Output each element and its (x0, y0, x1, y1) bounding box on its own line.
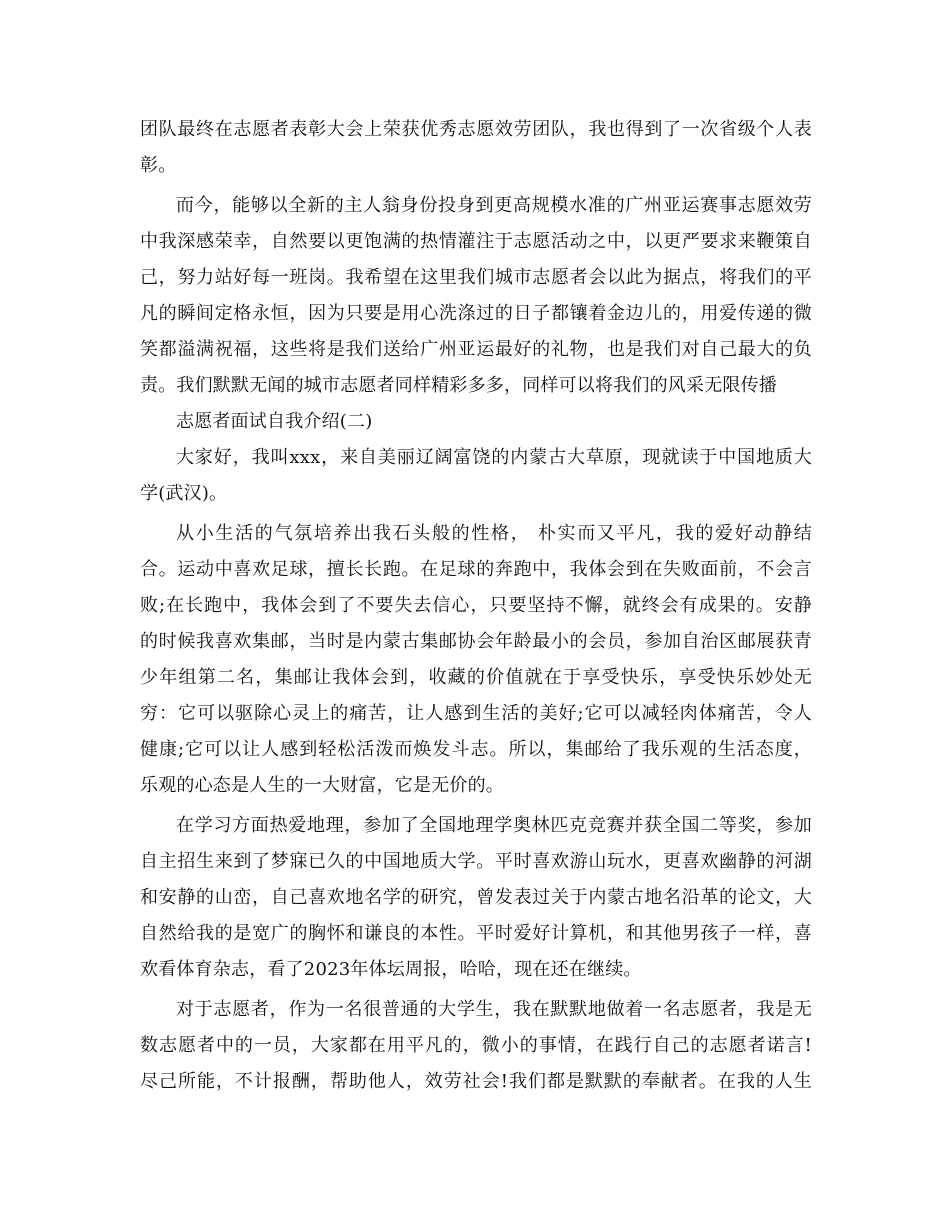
section-heading: 志愿者面试自我介绍(二) (176, 411, 373, 432)
paragraph-line: 健康;它可以让人感到轻松活泼而焕发斗志。所以，集邮给了我乐观的生活态度， (140, 739, 812, 760)
paragraph-line: 少年组第二名，集邮让我体会到，收藏的价值就在于享受快乐，享受快乐妙处无 (140, 667, 812, 688)
paragraph-line: 数志愿者中的一员，大家都在用平凡的，微小的事情，在践行自己的志愿者诺言! (140, 1035, 812, 1056)
paragraph-line: 而今，能够以全新的主人翁身份投身到更高规模水准的广州亚运赛事志愿效劳 (176, 195, 812, 216)
paragraph-line: 合。运动中喜欢足球，擅长长跑。在足球的奔跑中，我体会到在失败面前，不会言 (140, 559, 812, 580)
paragraph-line: 从小生活的气氛培养出我石头般的性格， 朴实而又平凡，我的爱好动静结 (176, 523, 812, 544)
paragraph-line: 穷：它可以驱除心灵上的痛苦，让人感到生活的美好;它可以减轻肉体痛苦，令人 (140, 703, 812, 724)
paragraph-line: 彰。 (140, 155, 177, 176)
paragraph-line: 自主招生来到了梦寐已久的中国地质大学。平时喜欢游山玩水，更喜欢幽静的河湖 (140, 851, 812, 872)
paragraph-line: 欢看体育杂志，看了2023年体坛周报，哈哈，现在还在继续。 (140, 959, 642, 980)
paragraph-line: 败;在长跑中，我体会到了不要失去信心，只要坚持不懈，就终会有成果的。安静 (140, 595, 812, 616)
paragraph-line: 对于志愿者，作为一名很普通的大学生，我在默默地做着一名志愿者，我是无 (176, 999, 812, 1020)
paragraph-line: 的时候我喜欢集邮，当时是内蒙古集邮协会年龄最小的会员，参加自治区邮展获青 (140, 631, 812, 652)
paragraph-line: 己，努力站好每一班岗。我希望在这里我们城市志愿者会以此为据点，将我们的平 (140, 267, 812, 288)
paragraph-line: 团队最终在志愿者表彰大会上荣获优秀志愿效劳团队，我也得到了一次省级个人表 (140, 119, 812, 140)
paragraph-line: 在学习方面热爱地理，参加了全国地理学奥林匹克竞赛并获全国二等奖，参加 (176, 815, 812, 836)
paragraph-line: 大家好，我叫xxx，来自美丽辽阔富饶的内蒙古大草原，现就读于中国地质大 (176, 447, 812, 468)
paragraph-line: 笑都溢满祝福，这些将是我们送给广州亚运最好的礼物，也是我们对自己最大的负 (140, 339, 812, 360)
paragraph-line: 凡的瞬间定格永恒，因为只要是用心洗涤过的日子都镶着金边儿的，用爱传递的微 (140, 303, 812, 324)
paragraph-line: 中我深感荣幸，自然要以更饱满的热情灌注于志愿活动之中，以更严要求来鞭策自 (140, 231, 812, 252)
paragraph-line: 自然给我的是宽广的胸怀和谦良的本性。平时爱好计算机，和其他男孩子一样，喜 (140, 923, 812, 944)
paragraph-line: 尽己所能，不计报酬，帮助他人，效劳社会!我们都是默默的奉献者。在我的人生 (140, 1071, 812, 1092)
paragraph-line: 和安静的山峦，自己喜欢地名学的研究，曾发表过关于内蒙古地名沿革的论文，大 (140, 887, 812, 908)
paragraph-line: 学(武汉)。 (140, 483, 228, 504)
paragraph-line: 责。我们默默无闻的城市志愿者同样精彩多多，同样可以将我们的风采无限传播 (140, 375, 777, 396)
paragraph-line: 乐观的心态是人生的一大财富，它是无价的。 (140, 775, 504, 796)
